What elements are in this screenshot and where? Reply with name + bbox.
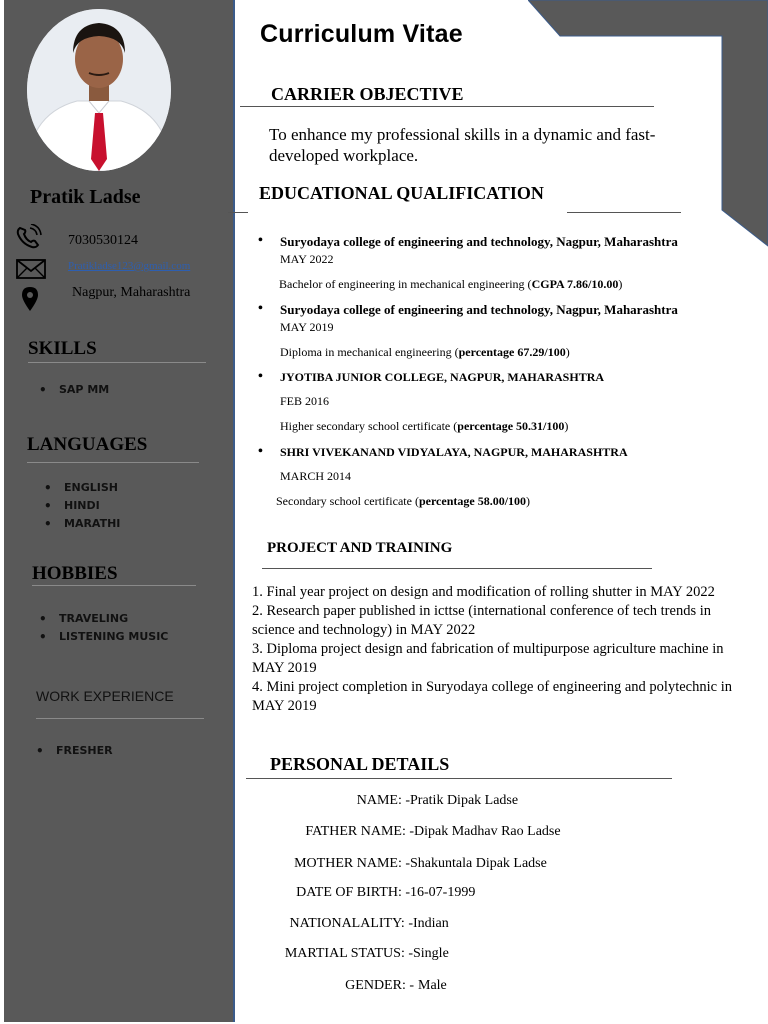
field-label: MOTHER NAME: - [294,856,410,871]
education-entry [256,234,736,292]
candidate-name: Pratik Ladse [30,186,141,208]
personal-row [262,856,547,872]
personal-row [262,793,518,809]
personal-heading: PERSONAL DETAILS [270,754,450,774]
project-list [252,583,742,716]
field-value: Single [413,946,449,961]
degree-text: Secondary school certificate ( [276,494,419,508]
skills-divider [28,362,206,363]
degree-close: ) [564,419,569,433]
school-name: • Suryodaya college of engineering and technology, Nagpur, Maharashtra [256,302,736,318]
personal-row [262,946,449,962]
objective-heading: CARRIER OBJECTIVE [271,84,464,104]
email-icon [16,259,46,279]
score-text: percentage 50.31/100 [457,419,565,433]
education-divider-right [567,212,681,213]
field-value: Dipak Madhav Rao Ladse [414,824,561,839]
work-experience-heading: WORK EXPERIENCE [36,688,174,704]
list-item: • ENGLISH [38,479,120,497]
education-entry [256,445,736,509]
list-item: • HINDI [38,497,120,515]
personal-row [262,978,447,994]
degree-close: ) [618,277,623,291]
document-title: Curriculum Vitae [260,20,463,48]
score-text: CGPA 7.86/10.00 [531,277,619,291]
personal-row [262,824,561,840]
profile-photo [27,9,171,171]
list-item: 2. Research paper published in icttse (international conference of tech trends in science and technology) in MAY 2022 [252,603,711,638]
email-link[interactable]: Pratikladse123@gmail.com [68,260,191,272]
list-item: • SAP MM [33,381,109,399]
education-date: MAY 2019 [280,320,334,334]
project-divider [262,568,652,569]
education-entry [256,370,736,434]
score-text: percentage 58.00/100 [418,494,527,508]
list-item: • TRAVELING [33,610,168,628]
hobbies-heading: HOBBIES [32,563,118,584]
degree-line [256,345,736,360]
personal-row [262,916,449,932]
school-name: • JYOTIBA JUNIOR COLLEGE, NAGPUR, MAHARASHTRA [256,370,736,385]
school-name: • Suryodaya college of engineering and technology, Nagpur, Maharashtra [256,234,736,250]
list-item: • LISTENING MUSIC [33,628,168,646]
degree-text: Bachelor of engineering in mechanical engineering ( [279,277,532,291]
hobbies-list [33,610,168,646]
field-value: Pratik Dipak Ladse [410,793,519,808]
objective-text: To enhance my professional skills in a dynamic and fast-developed workplace. [269,125,656,165]
degree-line [256,277,736,292]
education-date: MARCH 2014 [280,469,352,483]
personal-divider [246,778,672,779]
objective-divider [240,106,654,107]
degree-line [256,419,736,434]
field-label: DATE OF BIRTH: - [296,885,410,900]
education-date: MAY 2022 [280,252,334,266]
field-value: Male [418,978,447,993]
skills-list [33,381,109,399]
location-pin-icon [20,286,40,312]
field-label: MARTIAL STATUS: - [284,946,413,961]
education-heading: EDUCATIONAL QUALIFICATION [259,183,544,203]
list-item: 3. Diploma project design and fabrication of multipurpose agriculture machine in MAY 2019 [252,641,724,676]
field-value: Shakuntala Dipak Ladse [410,856,547,871]
degree-close: ) [526,494,531,508]
school-name: • SHRI VIVEKANAND VIDYALAYA, NAGPUR, MAHARASHTRA [256,445,736,460]
list-item: • MARATHI [38,515,120,533]
field-label: NAME: - [356,793,410,808]
degree-line [256,494,736,509]
location-text: Nagpur, Maharashtra [72,285,191,300]
field-value: Indian [413,916,449,931]
project-heading: PROJECT AND TRAINING [267,540,453,556]
languages-heading: LANGUAGES [27,434,148,455]
list-item: • FRESHER [30,742,113,760]
hobbies-divider [32,585,196,586]
degree-close: ) [565,345,570,359]
list-item: 4. Mini project completion in Suryodaya college of engineering and polytechnic in MAY 2019 [252,679,732,714]
languages-list [38,479,120,533]
degree-text: Diploma in mechanical engineering ( [280,345,459,359]
work-divider [36,718,204,719]
education-divider-left [228,212,248,213]
work-list [30,742,113,760]
skills-heading: SKILLS [28,338,97,359]
languages-divider [27,462,199,463]
list-item: 1. Final year project on design and modification of rolling shutter in MAY 2022 [252,584,715,600]
education-date: FEB 2016 [280,394,330,408]
field-label: FATHER NAME: - [305,824,414,839]
score-text: percentage 67.29/100 [458,345,566,359]
education-entry [256,302,736,360]
personal-row [262,885,475,901]
field-label: NATIONALALITY: - [289,916,413,931]
degree-text: Higher secondary school certificate ( [280,419,458,433]
phone-number: 7030530124 [68,233,138,248]
field-value: 16-07-1999 [410,885,476,900]
field-label: GENDER: - [345,978,414,993]
phone-icon [14,224,42,250]
